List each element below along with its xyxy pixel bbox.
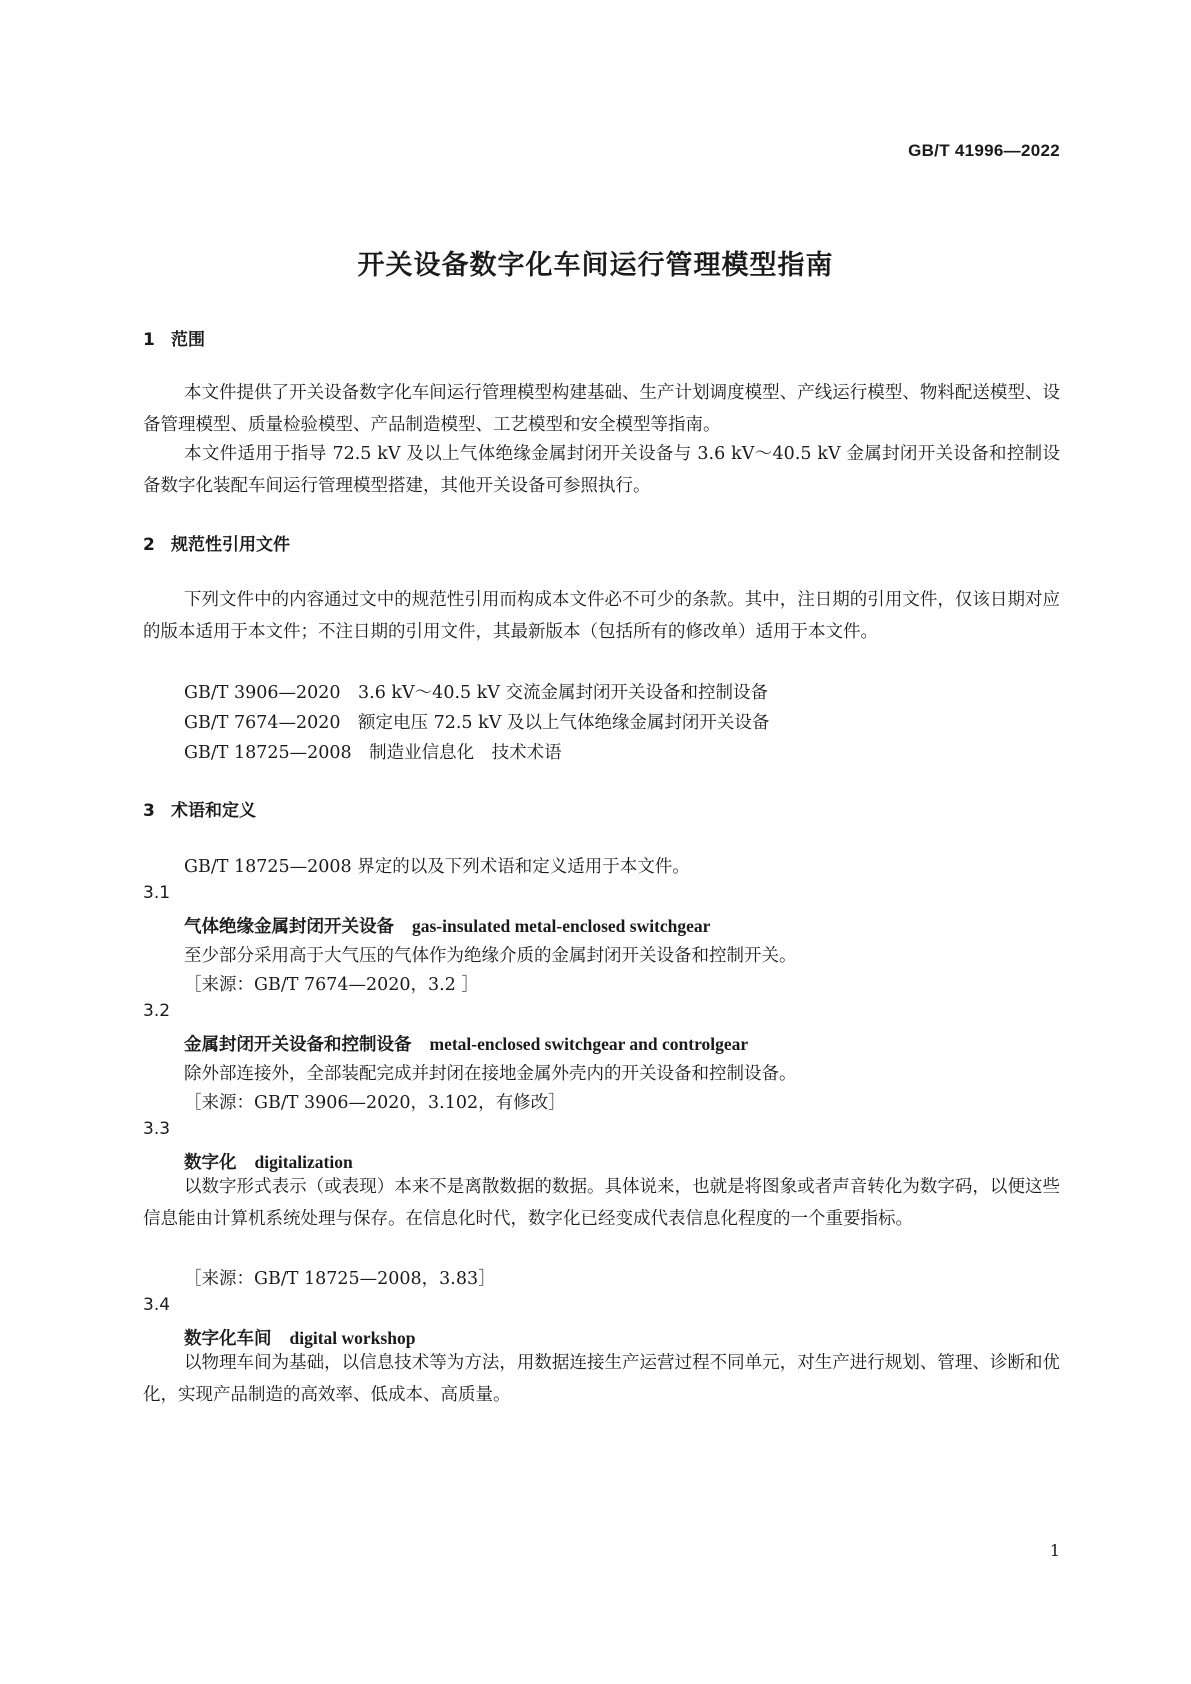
section-title: 范围: [171, 330, 205, 350]
term-english: digital workshop: [289, 1328, 416, 1348]
term-number: 3.2: [143, 1001, 171, 1021]
term-english: gas-insulated metal-enclosed switchgear: [412, 916, 711, 936]
section-2-heading: [143, 530, 290, 555]
section-3-heading: [143, 796, 256, 821]
term-definition: 除外部连接外，全部装配完成并封闭在接地金属外壳内的开关设备和控制设备。: [184, 1064, 797, 1084]
page-number: 1: [1049, 1541, 1060, 1560]
term-english: metal-enclosed switchgear and controlgear: [429, 1034, 749, 1054]
term-number: 3.1: [143, 883, 171, 903]
term-definition: 以物理车间为基础，以信息技术等为方法，用数据连接生产运营过程不同单元，对生产进行规划、管理、诊断和优化，实现产品制造的高效率、低成本、高质量。: [143, 1353, 1060, 1405]
term-definition: 至少部分采用高于大气压的气体作为绝缘介质的金属封闭开关设备和控制开关。: [184, 946, 797, 966]
section-3-intro: GB/T 18725—2008 界定的以及下列术语和定义适用于本文件。: [184, 857, 690, 877]
term-source: ［来源：GB/T 3906—2020，3.102，有修改］: [184, 1093, 566, 1113]
normative-reference: GB/T 18725—2008 制造业信息化 技术术语: [184, 743, 562, 763]
document-title: 开关设备数字化车间运行管理模型指南: [357, 250, 834, 281]
section-2-intro: 下列文件中的内容通过文中的规范性引用而构成本文件必不可少的条款。其中，注日期的引用文件，仅该日期对应的版本适用于本文件；不注日期的引用文件，其最新版本（包括所有的修改单）适用于本文件。: [143, 590, 1060, 642]
section-number: 2: [143, 535, 155, 555]
term-definition: 以数字形式表示（或表现）本来不是离散数据的数据。具体说来，也就是将图象或者声音转化为数字码，以便这些信息能由计算机系统处理与保存。在信息化时代，数字化已经变成代表信息化程度的一个重要指标。: [143, 1177, 1060, 1229]
section-number: 1: [143, 330, 155, 350]
term-number: 3.4: [143, 1295, 171, 1315]
term-chinese: 金属封闭开关设备和控制设备: [184, 1035, 412, 1055]
term-heading: [184, 913, 710, 938]
section-title: 术语和定义: [171, 801, 256, 821]
normative-reference: GB/T 3906—2020 3.6 kV～40.5 kV 交流金属封闭开关设备和控制设备: [184, 683, 769, 703]
section-title: 规范性引用文件: [171, 535, 290, 555]
standard-code: GB/T 41996—2022: [908, 141, 1060, 160]
term-chinese: 气体绝缘金属封闭开关设备: [184, 917, 394, 937]
section-1-heading: [143, 325, 205, 350]
term-source: ［来源：GB/T 18725—2008，3.83］: [184, 1269, 496, 1289]
section-1-paragraph-1: 本文件提供了开关设备数字化车间运行管理模型构建基础、生产计划调度模型、产线运行模型、物料配送模型、设备管理模型、质量检验模型、产品制造模型、工艺模型和安全模型等指南。: [143, 383, 1060, 435]
term-chinese: 数字化车间: [184, 1329, 272, 1349]
term-english: digitalization: [254, 1152, 353, 1172]
term-source: ［来源：GB/T 7674—2020，3.2 ］: [184, 975, 479, 995]
term-chinese: 数字化: [184, 1153, 237, 1173]
term-heading: [184, 1031, 748, 1056]
section-1-paragraph-2: 本文件适用于指导 72.5 kV 及以上气体绝缘金属封闭开关设备与 3.6 kV～40.5 kV 金属封闭开关设备和控制设备数字化装配车间运行管理模型搭建，其他开关设备可参照执行。: [143, 444, 1060, 496]
normative-reference: GB/T 7674—2020 额定电压 72.5 kV 及以上气体绝缘金属封闭开关设备: [184, 713, 770, 733]
term-number: 3.3: [143, 1119, 171, 1139]
section-number: 3: [143, 801, 155, 821]
